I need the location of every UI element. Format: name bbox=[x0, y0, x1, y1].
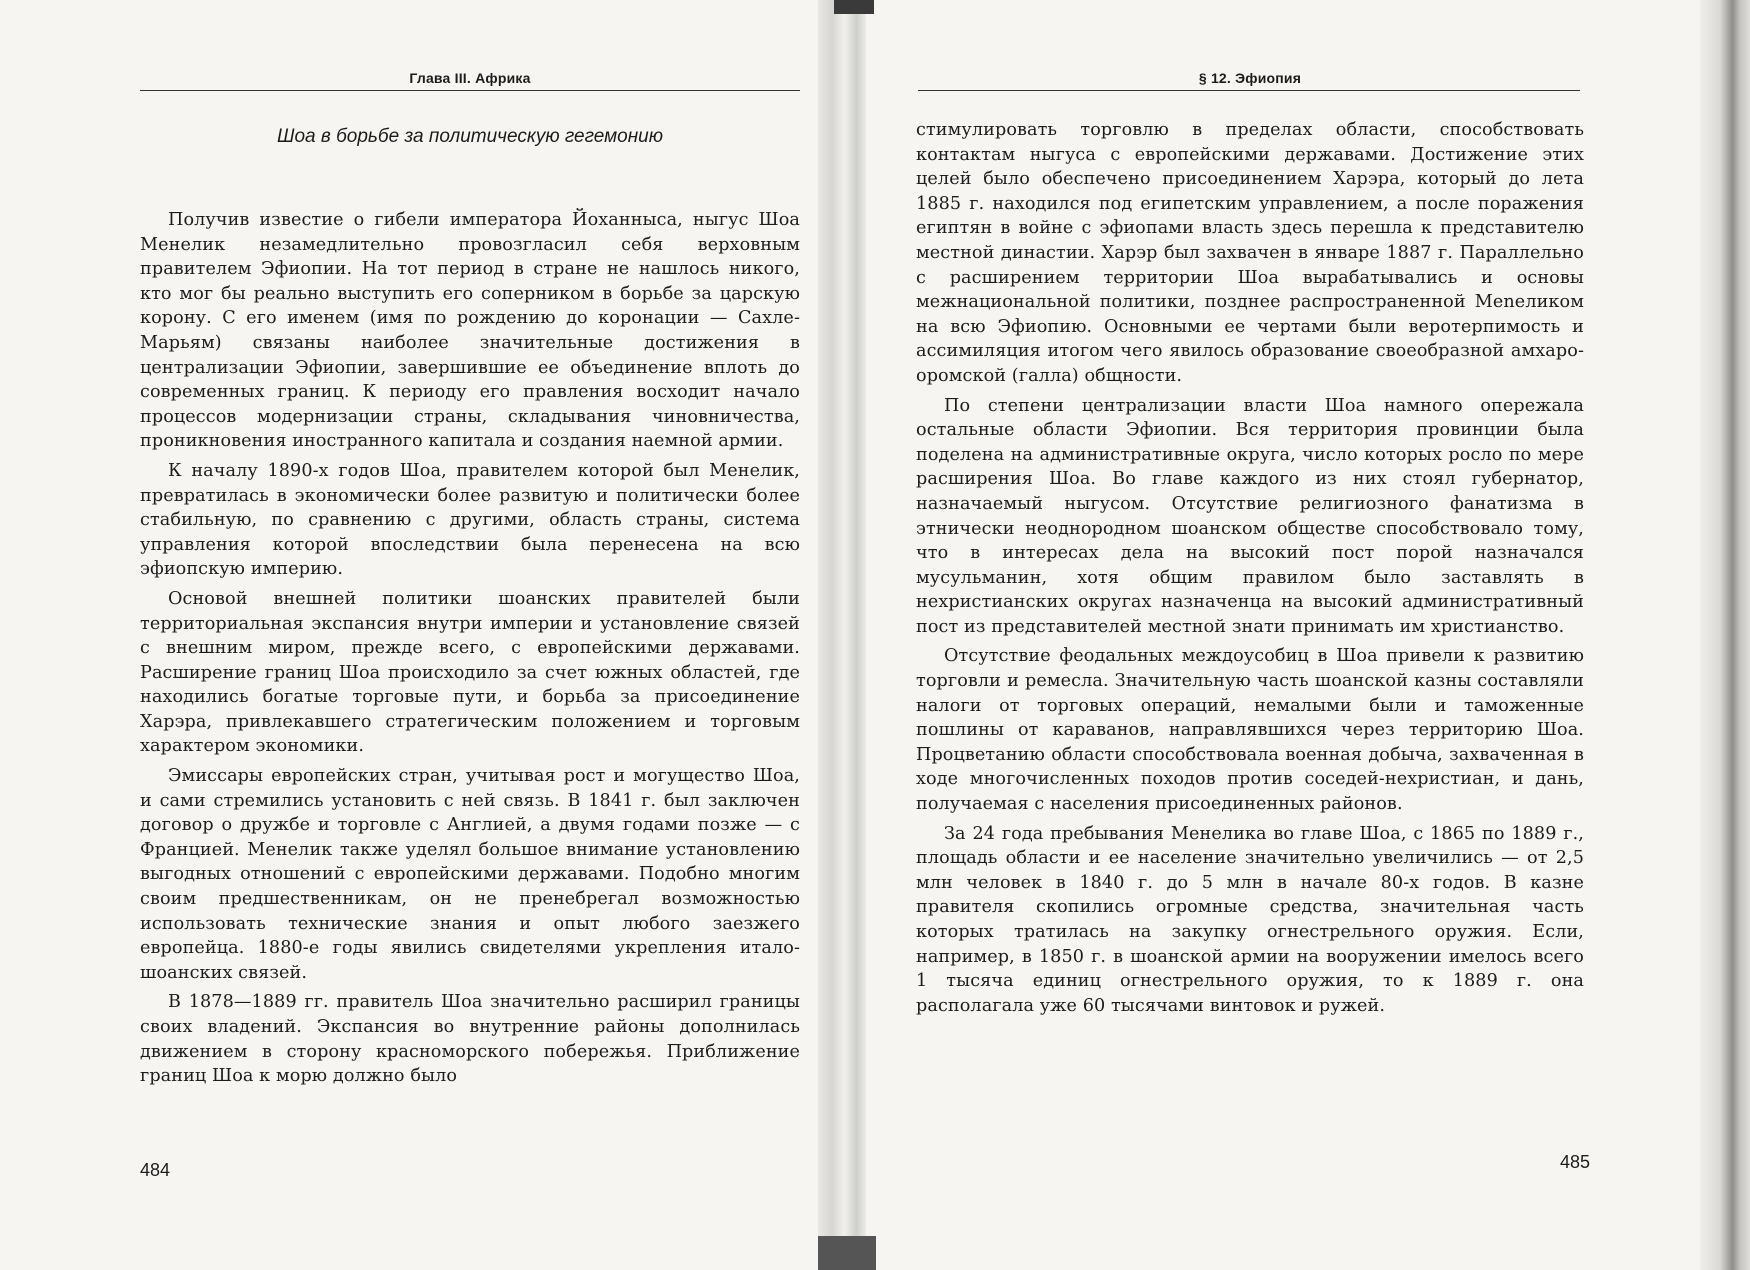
left-page bbox=[0, 0, 840, 1270]
paragraph: Отсутствие феодальных междоусобиц в Шоа привели к развитию торговли и ремесла. Значительную часть шоанской казны составляли налоги от торговых операций, немалыми были и таможенные пошлины от караванов, направлявшихся через территорию Шоа. Процветанию области способствовала военная добыча, захваченная в ходе многочисленных походов против соседей-нехристиан, и дань, получаемая с населения присоединенных районов. bbox=[916, 646, 1584, 815]
page-edge-shadow bbox=[1700, 0, 1750, 1270]
right-page bbox=[860, 0, 1750, 1270]
paragraph: За 24 года пребывания Менелика во главе Шоа, с 1865 по 1889 г., площадь области и ее население значительно увеличились — от 2,5 млн человек в 1840 г. до 5 млн в начале 80-х годов. В казне правителя скопились огромные средства, значительная часть которых тратилась на закупку огнестрельного оружия. Если, например, в 1850 г. в шоанской армии на вооружении имелось всего 1 тысяча единиц огнестрельного оружия, то к 1889 г. она располагала уже 60 тысячами винтовок и ружей. bbox=[916, 823, 1584, 1016]
paragraph: В 1878—1889 гг. правитель Шоа значительно расширил границы своих владений. Экспансия во внутренние районы дополнилась движением в сторону красноморского побережья. Приближение границ Шоа к морю должно было bbox=[140, 992, 800, 1087]
book-gutter bbox=[818, 0, 866, 1270]
page-number-right: 485 bbox=[1560, 1152, 1591, 1172]
page-number-left: 484 bbox=[140, 1160, 171, 1180]
paragraph: К началу 1890-х годов Шоа, правителем которой был Менелик, превратилась в экономически более развитую и политически более стабильную, по сравнению с другими, область страны, система управления которой впоследствии была перенесена на всю эфиопскую империю. bbox=[140, 460, 800, 580]
header-rule-left bbox=[140, 90, 800, 91]
paragraph: Эмиссары европейских стран, учитывая рост и могущество Шоа, и сами стремились установить с ней связь. В 1841 г. был заключен договор о дружбе и торговле с Англией, а двумя годами позже — с Францией. Менелик также уделял большое внимание установлению выгодных отношений с европейскими державами. Подобно многим своим предшественникам, он не пренебрегал возможностью использовать технические знания и опыт любого заезжего европейца. 1880-е годы явились свидетелями укрепления итало-шоанских связей. bbox=[140, 766, 800, 983]
right-body-text bbox=[916, 118, 1584, 1023]
paragraph: стимулировать торговлю в пределах области, способствовать контактам ныгуса с европейскими державами. Достижение этих целей было обеспечено присоединением Харэра, который до лета 1885 г. находился под египетским управлением, а после поражения египтян в войне с эфиопами власть здесь перешла к представителю местной династии. Харэр был захвачен в январе 1887 г. Параллельно с расширением территории Шоа вырабатывались и основы межнациональной политики, позднее распространенной Меneликом на всю Эфиопию. Основными ее чертами были веротерпимость и ассимиляция итогом чего явилось образование своеобразной амхаро-оромской (галла) общности. bbox=[916, 120, 1584, 386]
header-rule-right bbox=[918, 90, 1580, 91]
paragraph: Основой внешней политики шоанских правителей были территориальная экспансия внутри империи и установление связей с внешним миром, прежде всего, с европейскими державами. Расширение границ Шоа происходило за счет южных областей, где находились богатые торговые пути, и борьба за присоединение Харэра, привлекавшего стратегическим положением и торговым характером экономики. bbox=[140, 588, 800, 757]
section-title: Шоа в борьбе за политическую гегемонию bbox=[276, 126, 664, 147]
running-head-left: Глава III. Африка bbox=[409, 70, 531, 86]
running-head-right: § 12. Эфиопия bbox=[1198, 70, 1302, 86]
paragraph: Получив известие о гибели императора Йоханныса, ныгус Шоа Менелик незамедлительно провозгласил себя верховным правителем Эфиопии. На тот период в стране не нашлось никого, кто мог бы реально выступить его соперником в борьбе за царскую корону. С его именем (имя по рождению до коронации — Сахле-Марьям) связаны наиболее значительные достижения в централизации Эфиопии, завершившие ее объединение вплоть до современных границ. К периоду его правления восходит начало процессов модернизации страны, складывания чиновничества, проникновения иностранного капитала и создания наемной армии. bbox=[140, 210, 800, 452]
left-body-text bbox=[140, 208, 800, 1094]
paragraph: По степени централизации власти Шоа намного опережала остальные области Эфиопии. Вся территория провинции была поделена на административные округа, число которых росло по мере расширения Шоа. Во главе каждого из них стоял губернатор, назначаемый ныгусом. Отсутствие религиозного фанатизма в этнически неоднородном шоанском обществе способствовало тому, что в интересах дела на высокий пост порой назначался мусульманин, хотя общим правилом было заставлять в нехристианских округах назначенца на высокий административный пост из представителей местной знати принимать им христианство. bbox=[916, 395, 1584, 637]
